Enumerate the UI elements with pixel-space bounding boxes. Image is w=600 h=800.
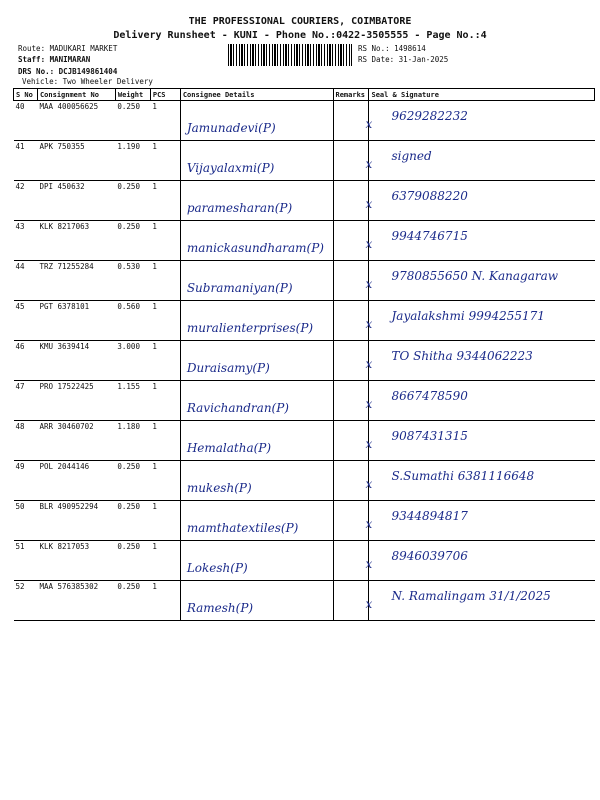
table-row [14, 301, 595, 341]
row-sno: 43 [14, 221, 38, 261]
row-sno: 48 [14, 421, 38, 461]
row-remarks [333, 461, 369, 501]
row-signature-cell [365, 301, 595, 341]
table-row [14, 341, 595, 381]
row-signature-cell [365, 461, 595, 501]
row-weight: 1.155 [115, 381, 150, 421]
row-signature: 8946039706 [391, 549, 468, 563]
row-consignee-cell [180, 501, 333, 541]
row-pcs: 1 [150, 381, 180, 421]
row-check-mark: x [365, 437, 373, 451]
row-pcs: 1 [150, 181, 180, 221]
table-row [14, 181, 595, 221]
row-consignee-cell [180, 461, 333, 501]
row-consignee: manickasundharam(P) [186, 241, 324, 255]
row-consignee: Duraisamy(P) [186, 361, 270, 375]
row-sno: 50 [14, 501, 38, 541]
row-consignment-no: MAA 400056625 [37, 101, 115, 141]
row-signature: 9944746715 [391, 229, 468, 243]
row-pcs: 1 [150, 581, 180, 621]
row-signature: N. Ramalingam 31/1/2025 [391, 589, 551, 603]
row-consignee: Vijayalaxmi(P) [186, 161, 275, 175]
row-consignee: paramesharan(P) [186, 201, 293, 215]
row-remarks [333, 301, 369, 341]
rs-date-line: RS Date: 31-Jan-2025 [358, 55, 449, 64]
row-signature-cell [365, 421, 595, 461]
row-consignee-cell [180, 141, 333, 181]
row-remarks [333, 341, 369, 381]
row-pcs: 1 [150, 461, 180, 501]
col-consignment: Consignment No [37, 89, 115, 101]
row-consignee: Jamunadevi(P) [186, 121, 276, 135]
table-row [14, 541, 595, 581]
row-consignment-no: PRO 17522425 [37, 381, 115, 421]
row-weight: 1.190 [115, 141, 150, 181]
row-consignment-no: ARR 30460702 [37, 421, 115, 461]
row-signature-cell [365, 341, 595, 381]
row-sno: 44 [14, 261, 38, 301]
vehicle-value: Two Wheeler Delivery [62, 77, 153, 86]
row-check-mark: x [365, 477, 373, 491]
row-remarks [333, 381, 369, 421]
row-remarks [333, 141, 369, 181]
row-signature-cell [365, 581, 595, 621]
row-consignee: muralienterprises(P) [186, 321, 314, 335]
row-check-mark: x [365, 317, 373, 331]
col-consignee: Consignee Details [180, 89, 333, 101]
row-consignee-cell [180, 261, 333, 301]
row-weight: 0.560 [115, 301, 150, 341]
row-consignee: Lokesh(P) [186, 561, 248, 575]
row-sno: 42 [14, 181, 38, 221]
row-check-mark: x [365, 157, 373, 171]
row-weight: 0.250 [115, 581, 150, 621]
row-sno: 46 [14, 341, 38, 381]
row-remarks [333, 261, 369, 301]
route-value: MADUKARI MARKET [49, 44, 118, 53]
col-remarks: Remarks [333, 89, 369, 101]
row-consignment-no: KLK 8217053 [37, 541, 115, 581]
row-pcs: 1 [150, 261, 180, 301]
row-weight: 0.250 [115, 461, 150, 501]
row-pcs: 1 [150, 101, 180, 141]
row-signature-cell [365, 501, 595, 541]
staff-value: MANIMARAN [49, 55, 91, 64]
row-check-mark: x [365, 397, 373, 411]
row-consignee-cell [180, 301, 333, 341]
row-consignment-no: POL 2044146 [37, 461, 115, 501]
row-signature: signed [391, 149, 432, 163]
row-signature: TO Shitha 9344062223 [391, 349, 533, 363]
company-title: THE PROFESSIONAL COURIERS, COIMBATORE [188, 16, 412, 27]
table-header [14, 89, 595, 101]
table-row [14, 221, 595, 261]
row-consignee: mukesh(P) [186, 481, 252, 495]
row-check-mark: x [365, 197, 373, 211]
row-consignment-no: KLK 8217063 [37, 221, 115, 261]
row-pcs: 1 [150, 301, 180, 341]
row-weight: 3.000 [115, 341, 150, 381]
row-consignment-no: PGT 6378101 [37, 301, 115, 341]
row-consignment-no: BLR 490952294 [37, 501, 115, 541]
row-consignee-cell [180, 421, 333, 461]
row-consignee-cell [180, 221, 333, 261]
table-row [14, 421, 595, 461]
row-check-mark: x [365, 277, 373, 291]
row-sno: 47 [14, 381, 38, 421]
runsheet-subtitle: Delivery Runsheet - KUNI - Phone No.:0422-3505555 - Page No.:4 [113, 30, 487, 41]
drs-line: DRS No.: DCJB149861404 [18, 67, 118, 76]
row-weight: 0.250 [115, 101, 150, 141]
col-sno: S No [14, 89, 38, 101]
vehicle-line: Vehicle: Two Wheeler Delivery [22, 77, 153, 86]
rs-no-line: RS No.: 1498614 [358, 44, 426, 53]
runsheet-table [13, 88, 595, 621]
row-sno: 52 [14, 581, 38, 621]
row-signature-cell [365, 541, 595, 581]
row-consignee-cell [180, 381, 333, 421]
row-pcs: 1 [150, 421, 180, 461]
table-row [14, 501, 595, 541]
row-remarks [333, 181, 369, 221]
row-signature: 9344894817 [391, 509, 468, 523]
row-consignee: Ramesh(P) [186, 601, 254, 615]
table-row [14, 381, 595, 421]
row-check-mark: x [365, 597, 373, 611]
drs-value: DCJB149861404 [58, 67, 118, 76]
row-sno: 51 [14, 541, 38, 581]
row-remarks [333, 221, 369, 261]
row-signature-cell [365, 261, 595, 301]
row-check-mark: x [365, 557, 373, 571]
row-remarks [333, 501, 369, 541]
row-check-mark: x [365, 357, 373, 371]
staff-line: Staff: MANIMARAN [18, 55, 91, 64]
row-consignee: Hemalatha(P) [186, 441, 272, 455]
row-consignment-no: DPI 450632 [37, 181, 115, 221]
row-remarks [333, 101, 369, 141]
row-signature: 9780855650 N. Kanagaraw [391, 269, 559, 283]
row-check-mark: x [365, 117, 373, 131]
route-line: Route: MADUKARI MARKET [18, 44, 118, 53]
row-consignee-cell [180, 341, 333, 381]
row-signature: 9629282232 [391, 109, 468, 123]
row-weight: 1.180 [115, 421, 150, 461]
row-weight: 0.250 [115, 541, 150, 581]
row-consignee-cell [180, 101, 333, 141]
row-signature-cell [365, 221, 595, 261]
row-sno: 49 [14, 461, 38, 501]
barcode [228, 44, 352, 66]
rs-date-value: 31-Jan-2025 [398, 55, 449, 64]
row-consignment-no: TRZ 71255284 [37, 261, 115, 301]
row-sno: 40 [14, 101, 38, 141]
table-row [14, 101, 595, 141]
row-signature: 8667478590 [391, 389, 468, 403]
row-signature: 6379088220 [391, 189, 468, 203]
row-consignment-no: MAA 576385302 [37, 581, 115, 621]
row-consignee: mamthatextiles(P) [186, 521, 299, 535]
col-weight: Weight [115, 89, 150, 101]
table-row [14, 461, 595, 501]
row-consignee: Ravichandran(P) [186, 401, 289, 415]
row-weight: 0.250 [115, 221, 150, 261]
row-signature-cell [365, 381, 595, 421]
row-remarks [333, 421, 369, 461]
row-remarks [333, 541, 369, 581]
row-signature-cell [365, 101, 595, 141]
row-pcs: 1 [150, 221, 180, 261]
row-check-mark: x [365, 237, 373, 251]
row-pcs: 1 [150, 141, 180, 181]
table-row [14, 141, 595, 181]
row-pcs: 1 [150, 501, 180, 541]
row-check-mark: x [365, 517, 373, 531]
row-pcs: 1 [150, 341, 180, 381]
row-pcs: 1 [150, 541, 180, 581]
row-weight: 0.530 [115, 261, 150, 301]
row-weight: 0.250 [115, 501, 150, 541]
row-signature: S.Sumathi 6381116648 [391, 469, 535, 483]
row-consignment-no: APK 750355 [37, 141, 115, 181]
row-sno: 45 [14, 301, 38, 341]
col-pcs: PCS [150, 89, 180, 101]
row-consignee-cell [180, 181, 333, 221]
rs-no-value: 1498614 [394, 44, 426, 53]
table-row [14, 261, 595, 301]
col-signature: Seal & Signature [369, 89, 595, 101]
row-consignee-cell [180, 581, 333, 621]
row-signature: Jayalakshmi 9994255171 [391, 309, 545, 323]
row-weight: 0.250 [115, 181, 150, 221]
row-consignee-cell [180, 541, 333, 581]
row-consignee: Subramaniyan(P) [186, 281, 293, 295]
row-consignment-no: KMU 3639414 [37, 341, 115, 381]
row-signature-cell [365, 181, 595, 221]
row-signature: 9087431315 [391, 429, 468, 443]
row-remarks [333, 581, 369, 621]
row-signature-cell [365, 141, 595, 181]
row-sno: 41 [14, 141, 38, 181]
table-row [14, 581, 595, 621]
